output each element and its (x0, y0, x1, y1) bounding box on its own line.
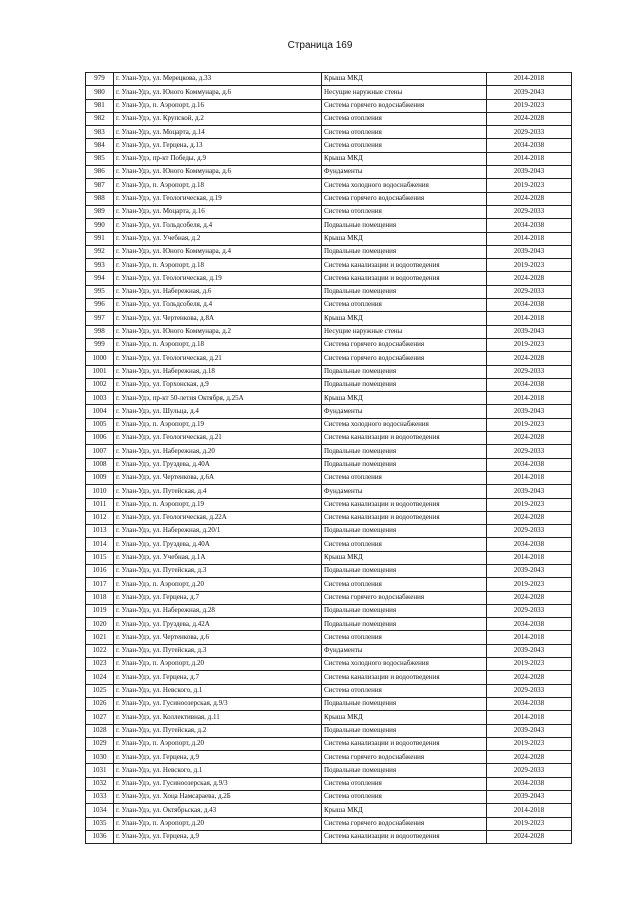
row-number: 1000 (86, 352, 114, 365)
row-address: г. Улан-Удэ, ул. Герцена, д.13 (114, 139, 322, 152)
row-work-type: Система отопления (322, 139, 487, 152)
row-number: 998 (86, 325, 114, 338)
row-period: 2039-2043 (487, 564, 572, 577)
table-row (86, 817, 572, 830)
row-number: 987 (86, 179, 114, 192)
row-address: г. Улан-Удэ, ул. Чертенкова, д.8А (114, 312, 322, 325)
row-address: г. Улан-Удэ, ул. Невского, д.1 (114, 684, 322, 697)
row-number: 1031 (86, 764, 114, 777)
row-work-type: Система отопления (322, 299, 487, 312)
table-row (86, 365, 572, 378)
row-period: 2029-2033 (487, 764, 572, 777)
row-period: 2034-2038 (487, 139, 572, 152)
row-address: г. Улан-Удэ, ул. Горхонская, д.9 (114, 378, 322, 391)
row-work-type: Система канализации и водоотведения (322, 432, 487, 445)
row-number: 988 (86, 192, 114, 205)
table-row (86, 538, 572, 551)
row-work-type: Крыша МКД (322, 551, 487, 564)
row-period: 2029-2033 (487, 285, 572, 298)
row-work-type: Система канализации и водоотведения (322, 511, 487, 524)
table-row (86, 525, 572, 538)
table-row (86, 764, 572, 777)
table-row (86, 392, 572, 405)
row-period: 2019-2023 (487, 578, 572, 591)
row-work-type: Подвальные помещения (322, 604, 487, 617)
row-number: 979 (86, 73, 114, 86)
row-address: г. Улан-Удэ, ул. Геологическая, д.21 (114, 352, 322, 365)
row-address: г. Улан-Удэ, ул. Чертенкова, д.6 (114, 631, 322, 644)
row-number: 1009 (86, 471, 114, 484)
table-row (86, 405, 572, 418)
row-address: г. Улан-Удэ, ул. Гусиноозерская, д.9/3 (114, 697, 322, 710)
row-work-type: Крыша МКД (322, 711, 487, 724)
row-number: 993 (86, 259, 114, 272)
table-row (86, 458, 572, 471)
row-number: 1005 (86, 418, 114, 431)
table-row (86, 126, 572, 139)
row-period: 2029-2033 (487, 445, 572, 458)
row-address: г. Улан-Удэ, ул. Учебная, д.2 (114, 232, 322, 245)
records-table-body (86, 73, 572, 844)
row-address: г. Улан-Удэ, ул. Набережная, д.18 (114, 365, 322, 378)
row-address: г. Улан-Удэ, ул. Геологическая, д.19 (114, 192, 322, 205)
row-address: г. Улан-Удэ, ул. Гольдсобеля, д.4 (114, 299, 322, 312)
row-period: 2014-2018 (487, 232, 572, 245)
row-period: 2029-2033 (487, 604, 572, 617)
row-address: г. Улан-Удэ, ул. Чертенкова, д.6А (114, 471, 322, 484)
table-row (86, 551, 572, 564)
table-row (86, 192, 572, 205)
row-work-type: Система отопления (322, 112, 487, 125)
row-address: г. Улан-Удэ, п. Аэропорт, д.20 (114, 658, 322, 671)
table-row (86, 245, 572, 258)
row-period: 2024-2028 (487, 671, 572, 684)
table-row (86, 804, 572, 817)
row-address: г. Улан-Удэ, п. Аэропорт, д.16 (114, 99, 322, 112)
row-work-type: Система отопления (322, 684, 487, 697)
table-row (86, 791, 572, 804)
row-period: 2034-2038 (487, 219, 572, 232)
row-address: г. Улан-Удэ, ул. Набережная, д.20/1 (114, 525, 322, 538)
row-period: 2019-2023 (487, 338, 572, 351)
row-address: г. Улан-Удэ, п. Аэропорт, д.20 (114, 817, 322, 830)
row-number: 984 (86, 139, 114, 152)
row-period: 2039-2043 (487, 325, 572, 338)
table-row (86, 445, 572, 458)
row-number: 990 (86, 219, 114, 232)
row-work-type: Система отопления (322, 205, 487, 218)
table-row (86, 272, 572, 285)
row-number: 1012 (86, 511, 114, 524)
row-address: г. Улан-Удэ, ул. Геологическая, д.21 (114, 432, 322, 445)
row-period: 2019-2023 (487, 179, 572, 192)
row-number: 1010 (86, 485, 114, 498)
row-period: 2024-2028 (487, 352, 572, 365)
row-period: 2024-2028 (487, 591, 572, 604)
row-address: г. Улан-Удэ, п. Аэропорт, д.19 (114, 418, 322, 431)
row-number: 1002 (86, 378, 114, 391)
row-address: г. Улан-Удэ, ул. Моцарта, д.16 (114, 205, 322, 218)
table-row (86, 631, 572, 644)
row-work-type: Подвальные помещения (322, 764, 487, 777)
row-work-type: Подвальные помещения (322, 724, 487, 737)
row-period: 2014-2018 (487, 804, 572, 817)
row-address: г. Улан-Удэ, ул. Путейская, д.4 (114, 485, 322, 498)
row-number: 995 (86, 285, 114, 298)
row-work-type: Подвальные помещения (322, 365, 487, 378)
row-number: 1025 (86, 684, 114, 697)
row-address: г. Улан-Удэ, ул. Шульца, д.4 (114, 405, 322, 418)
row-work-type: Система отопления (322, 791, 487, 804)
row-number: 1020 (86, 618, 114, 631)
table-row (86, 73, 572, 86)
row-period: 2029-2033 (487, 205, 572, 218)
table-row (86, 684, 572, 697)
row-period: 2039-2043 (487, 405, 572, 418)
row-address: г. Улан-Удэ, п. Аэропорт, д.18 (114, 338, 322, 351)
table-row (86, 232, 572, 245)
row-number: 1019 (86, 604, 114, 617)
page-title: Страница 169 (287, 40, 353, 51)
table-row (86, 471, 572, 484)
row-work-type: Система отопления (322, 538, 487, 551)
row-work-type: Несущие наружные стены (322, 86, 487, 99)
row-period: 2019-2023 (487, 817, 572, 830)
row-period: 2029-2033 (487, 365, 572, 378)
row-work-type: Система отопления (322, 126, 487, 139)
row-period: 2024-2028 (487, 272, 572, 285)
row-period: 2034-2038 (487, 458, 572, 471)
row-period: 2029-2033 (487, 525, 572, 538)
row-number: 1033 (86, 791, 114, 804)
row-address: г. Улан-Удэ, ул. Набережная, д.28 (114, 604, 322, 617)
row-period: 2024-2028 (487, 432, 572, 445)
table-row (86, 139, 572, 152)
table-row (86, 498, 572, 511)
row-period: 2019-2023 (487, 259, 572, 272)
row-address: г. Улан-Удэ, пр-кт Победы, д.9 (114, 152, 322, 165)
row-period: 2014-2018 (487, 551, 572, 564)
row-address: г. Улан-Удэ, ул. Груздева, д.42А (114, 618, 322, 631)
row-address: г. Улан-Удэ, п. Аэропорт, д.20 (114, 737, 322, 750)
table-row (86, 166, 572, 179)
table-row (86, 618, 572, 631)
row-address: г. Улан-Удэ, ул. Гусиноозерская, д.9/3 (114, 777, 322, 790)
row-work-type: Система канализации и водоотведения (322, 259, 487, 272)
table-row (86, 285, 572, 298)
row-number: 994 (86, 272, 114, 285)
row-address: г. Улан-Удэ, ул. Мерецкова, д.33 (114, 73, 322, 86)
row-number: 1032 (86, 777, 114, 790)
row-number: 1035 (86, 817, 114, 830)
row-number: 1015 (86, 551, 114, 564)
row-period: 2014-2018 (487, 711, 572, 724)
row-address: г. Улан-Удэ, ул. Герцена, д.9 (114, 751, 322, 764)
row-period: 2019-2023 (487, 418, 572, 431)
row-work-type: Подвальные помещения (322, 525, 487, 538)
row-work-type: Подвальные помещения (322, 564, 487, 577)
row-address: г. Улан-Удэ, ул. Юного Коммунара, д.6 (114, 86, 322, 99)
row-work-type: Система отопления (322, 777, 487, 790)
row-period: 2029-2033 (487, 126, 572, 139)
table-row (86, 259, 572, 272)
row-period: 2014-2018 (487, 471, 572, 484)
row-work-type: Система горячего водоснабжения (322, 192, 487, 205)
row-period: 2024-2028 (487, 112, 572, 125)
table-row (86, 671, 572, 684)
table-row (86, 751, 572, 764)
table-row (86, 591, 572, 604)
row-number: 1006 (86, 432, 114, 445)
row-work-type: Подвальные помещения (322, 445, 487, 458)
row-address: г. Улан-Удэ, ул. Путейская, д.3 (114, 644, 322, 657)
row-period: 2014-2018 (487, 392, 572, 405)
row-period: 2024-2028 (487, 511, 572, 524)
table-row (86, 219, 572, 232)
row-period: 2014-2018 (487, 152, 572, 165)
row-address: г. Улан-Удэ, ул. Груздева, д.40А (114, 458, 322, 471)
row-period: 2039-2043 (487, 166, 572, 179)
table-row (86, 352, 572, 365)
row-work-type: Подвальные помещения (322, 245, 487, 258)
table-row (86, 112, 572, 125)
table-row (86, 179, 572, 192)
table-row (86, 432, 572, 445)
row-work-type: Крыша МКД (322, 312, 487, 325)
row-number: 983 (86, 126, 114, 139)
row-number: 1016 (86, 564, 114, 577)
row-address: г. Улан-Удэ, ул. Набережная, д.6 (114, 285, 322, 298)
row-address: г. Улан-Удэ, ул. Гольдсобеля, д.4 (114, 219, 322, 232)
row-period: 2024-2028 (487, 751, 572, 764)
row-number: 1011 (86, 498, 114, 511)
row-period: 2039-2043 (487, 724, 572, 737)
row-work-type: Система отопления (322, 578, 487, 591)
row-work-type: Система канализации и водоотведения (322, 498, 487, 511)
row-number: 1027 (86, 711, 114, 724)
table-row (86, 658, 572, 671)
table-row (86, 711, 572, 724)
row-work-type: Система горячего водоснабжения (322, 751, 487, 764)
row-address: г. Улан-Удэ, ул. Моцарта, д.14 (114, 126, 322, 139)
row-number: 1008 (86, 458, 114, 471)
row-period: 2034-2038 (487, 777, 572, 790)
row-address: г. Улан-Удэ, п. Аэропорт, д.20 (114, 578, 322, 591)
row-number: 1007 (86, 445, 114, 458)
row-number: 992 (86, 245, 114, 258)
row-address: г. Улан-Удэ, ул. Октябрьская, д.43 (114, 804, 322, 817)
row-work-type: Фундаменты (322, 485, 487, 498)
row-number: 1017 (86, 578, 114, 591)
row-address: г. Улан-Удэ, ул. Путейская, д.2 (114, 724, 322, 737)
row-period: 2024-2028 (487, 192, 572, 205)
row-work-type: Крыша МКД (322, 804, 487, 817)
row-address: г. Улан-Удэ, ул. Коллективная, д.11 (114, 711, 322, 724)
row-number: 981 (86, 99, 114, 112)
row-number: 1021 (86, 631, 114, 644)
row-address: г. Улан-Удэ, пр-кт 50-летия Октября, д.25А (114, 392, 322, 405)
row-work-type: Фундаменты (322, 166, 487, 179)
row-period: 2034-2038 (487, 378, 572, 391)
row-number: 1014 (86, 538, 114, 551)
row-address: г. Улан-Удэ, п. Аэропорт, д.18 (114, 179, 322, 192)
row-work-type: Фундаменты (322, 644, 487, 657)
row-address: г. Улан-Удэ, ул. Груздева, д.40А (114, 538, 322, 551)
row-work-type: Система горячего водоснабжения (322, 591, 487, 604)
row-address: г. Улан-Удэ, ул. Юного Коммунара, д.6 (114, 166, 322, 179)
row-address: г. Улан-Удэ, ул. Герцена, д.9 (114, 830, 322, 843)
table-row (86, 564, 572, 577)
row-address: г. Улан-Удэ, ул. Хоца Намсараева, д.2Б (114, 791, 322, 804)
row-period: 2034-2038 (487, 618, 572, 631)
row-number: 991 (86, 232, 114, 245)
row-work-type: Крыша МКД (322, 392, 487, 405)
row-work-type: Система горячего водоснабжения (322, 817, 487, 830)
row-work-type: Несущие наружные стены (322, 325, 487, 338)
table-row (86, 152, 572, 165)
row-number: 1026 (86, 697, 114, 710)
row-work-type: Система горячего водоснабжения (322, 352, 487, 365)
table-row (86, 724, 572, 737)
table-row (86, 644, 572, 657)
row-address: г. Улан-Удэ, ул. Герцена, д.7 (114, 591, 322, 604)
row-number: 1022 (86, 644, 114, 657)
row-number: 1023 (86, 658, 114, 671)
row-work-type: Система канализации и водоотведения (322, 272, 487, 285)
row-number: 1003 (86, 392, 114, 405)
row-number: 1030 (86, 751, 114, 764)
row-period: 2024-2028 (487, 830, 572, 843)
row-period: 2019-2023 (487, 658, 572, 671)
table-row (86, 378, 572, 391)
row-work-type: Подвальные помещения (322, 219, 487, 232)
row-work-type: Система отопления (322, 631, 487, 644)
row-period: 2019-2023 (487, 99, 572, 112)
row-address: г. Улан-Удэ, ул. Геологическая, д.22А (114, 511, 322, 524)
row-number: 1036 (86, 830, 114, 843)
row-period: 2019-2023 (487, 498, 572, 511)
table-row (86, 777, 572, 790)
row-work-type: Система канализации и водоотведения (322, 671, 487, 684)
table-row (86, 325, 572, 338)
row-period: 2039-2043 (487, 791, 572, 804)
row-work-type: Система холодного водоснабжения (322, 418, 487, 431)
row-work-type: Система канализации и водоотведения (322, 737, 487, 750)
row-work-type: Фундаменты (322, 405, 487, 418)
row-number: 997 (86, 312, 114, 325)
table-row (86, 511, 572, 524)
table-row (86, 312, 572, 325)
row-work-type: Подвальные помещения (322, 697, 487, 710)
row-period: 2029-2033 (487, 684, 572, 697)
row-work-type: Подвальные помещения (322, 285, 487, 298)
row-address: г. Улан-Удэ, ул. Юного Коммунара, д.4 (114, 245, 322, 258)
row-number: 1013 (86, 525, 114, 538)
row-address: г. Улан-Удэ, п. Аэропорт, д.19 (114, 498, 322, 511)
table-row (86, 604, 572, 617)
row-period: 2019-2023 (487, 737, 572, 750)
row-work-type: Система канализации и водоотведения (322, 830, 487, 843)
row-address: г. Улан-Удэ, ул. Учебная, д.1А (114, 551, 322, 564)
row-work-type: Крыша МКД (322, 152, 487, 165)
table-row (86, 299, 572, 312)
row-address: г. Улан-Удэ, ул. Крупской, д.2 (114, 112, 322, 125)
row-work-type: Система холодного водоснабжения (322, 658, 487, 671)
row-work-type: Система отопления (322, 471, 487, 484)
row-number: 999 (86, 338, 114, 351)
records-table (85, 72, 572, 844)
row-work-type: Крыша МКД (322, 232, 487, 245)
row-number: 986 (86, 166, 114, 179)
row-address: г. Улан-Удэ, ул. Набережная, д.20 (114, 445, 322, 458)
row-work-type: Подвальные помещения (322, 618, 487, 631)
row-work-type: Подвальные помещения (322, 378, 487, 391)
table-row (86, 205, 572, 218)
row-period: 2039-2043 (487, 245, 572, 258)
row-number: 1001 (86, 365, 114, 378)
table-row (86, 830, 572, 843)
table-row (86, 578, 572, 591)
table-row (86, 737, 572, 750)
row-number: 1029 (86, 737, 114, 750)
row-number: 985 (86, 152, 114, 165)
table-row (86, 697, 572, 710)
row-address: г. Улан-Удэ, ул. Юного Коммунара, д.2 (114, 325, 322, 338)
row-address: г. Улан-Удэ, п. Аэропорт, д.18 (114, 259, 322, 272)
row-address: г. Улан-Удэ, ул. Путейская, д.3 (114, 564, 322, 577)
row-period: 2014-2018 (487, 631, 572, 644)
table-row (86, 99, 572, 112)
row-work-type: Система горячего водоснабжения (322, 99, 487, 112)
row-work-type: Крыша МКД (322, 73, 487, 86)
row-address: г. Улан-Удэ, ул. Невского, д.1 (114, 764, 322, 777)
table-row (86, 338, 572, 351)
row-work-type: Подвальные помещения (322, 458, 487, 471)
row-number: 1004 (86, 405, 114, 418)
row-number: 980 (86, 86, 114, 99)
row-number: 982 (86, 112, 114, 125)
row-period: 2014-2018 (487, 312, 572, 325)
row-period: 2039-2043 (487, 485, 572, 498)
row-number: 996 (86, 299, 114, 312)
row-number: 989 (86, 205, 114, 218)
row-work-type: Система горячего водоснабжения (322, 338, 487, 351)
row-period: 2039-2043 (487, 644, 572, 657)
row-work-type: Система холодного водоснабжения (322, 179, 487, 192)
row-period: 2034-2038 (487, 538, 572, 551)
row-period: 2014-2018 (487, 73, 572, 86)
row-number: 1028 (86, 724, 114, 737)
table-row (86, 86, 572, 99)
row-address: г. Улан-Удэ, ул. Геологическая, д.19 (114, 272, 322, 285)
table-row (86, 485, 572, 498)
row-number: 1018 (86, 591, 114, 604)
row-period: 2034-2038 (487, 299, 572, 312)
row-period: 2034-2038 (487, 697, 572, 710)
row-period: 2039-2043 (487, 86, 572, 99)
row-number: 1024 (86, 671, 114, 684)
row-address: г. Улан-Удэ, ул. Герцена, д.7 (114, 671, 322, 684)
table-row (86, 418, 572, 431)
row-number: 1034 (86, 804, 114, 817)
